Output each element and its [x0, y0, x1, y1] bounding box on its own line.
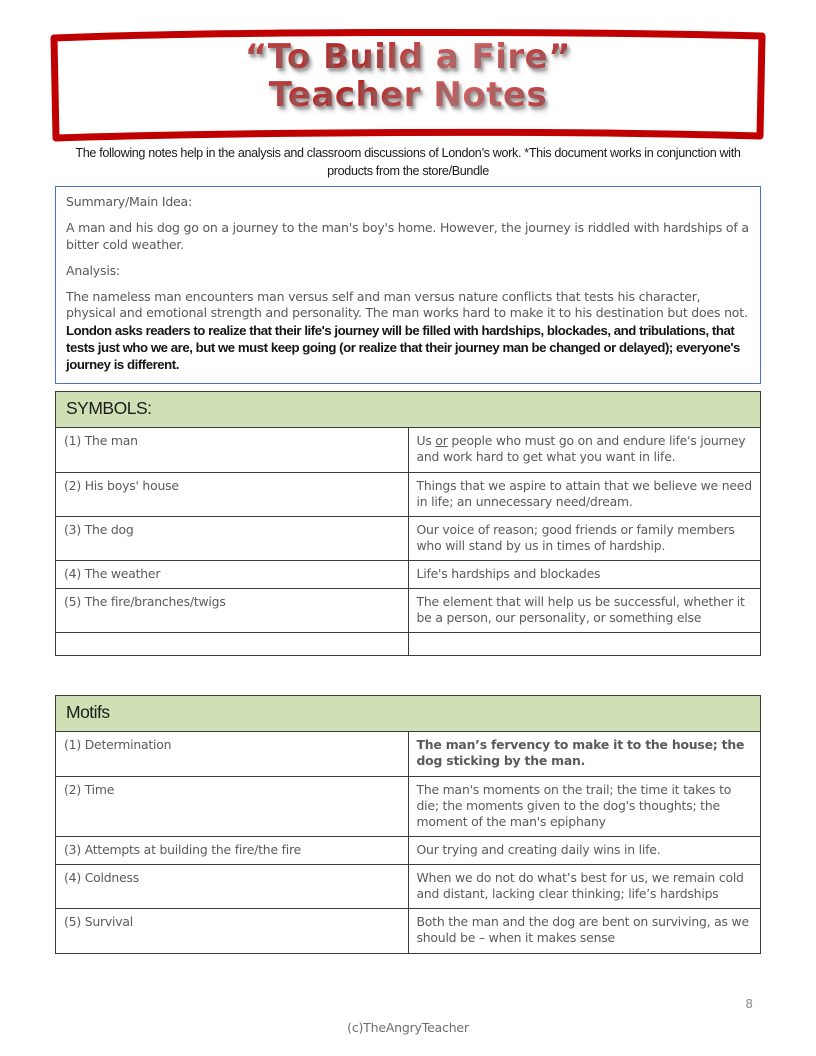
banner-title-line-1: “To Build a Fire” — [48, 40, 768, 75]
table-row — [56, 561, 761, 589]
table-row-empty — [56, 633, 761, 656]
symbols-header-cell — [56, 392, 761, 428]
analysis-label — [66, 263, 750, 279]
motif-term: (3) Attempts at building the fire/the fire — [56, 836, 409, 864]
motif-meaning: The man’s fervency to make it to the house; the dog sticking by the man. — [408, 732, 761, 776]
motifs-header-cell — [56, 696, 761, 732]
symbol-meaning: The element that will help us be successful, whether it be a person, our personality, or something else — [408, 589, 761, 633]
symbol-meaning-post: people who must go on and endure life's journey and work hard to get what you want in life. — [416, 433, 746, 465]
table-row — [56, 909, 761, 953]
analysis-text-bold: London asks readers to realize that their life's journey will be filled with hardships, blockades, and tribulations, that tests just who we are, but we must keep going (or realize that their journey man be changed or delayed); everyone's journey is different. — [66, 322, 740, 372]
summary-text: A man and his dog go on a journey to the man's boy's home. However, the journey is riddled with hardships of a bitter cold weather. — [66, 220, 749, 252]
table-row — [56, 428, 761, 472]
motif-term: (5) Survival — [56, 909, 409, 953]
symbol-meaning — [408, 428, 761, 472]
symbol-meaning: Our voice of reason; good friends or family members who will stand by us in times of hardship. — [408, 516, 761, 560]
symbol-term: (4) The weather — [56, 561, 409, 589]
motif-meaning: When we do not do what’s best for us, we remain cold and distant, lacking clear thinking; life’s hardships — [408, 865, 761, 909]
motif-meaning: Both the man and the dog are bent on surviving, as we should be – when it makes sense — [408, 909, 761, 953]
analysis-text — [66, 289, 750, 373]
symbols-table — [55, 391, 761, 656]
motifs-header-label: Motifs — [66, 702, 110, 722]
banner-title-line-2: Teacher Notes — [48, 78, 768, 113]
table-row — [56, 732, 761, 776]
symbol-meaning-underlined: or — [435, 433, 448, 449]
motif-term: (4) Coldness — [56, 865, 409, 909]
symbol-meaning — [408, 633, 761, 656]
footer-copyright: (c)TheAngryTeacher — [347, 1020, 469, 1035]
motif-term: (2) Time — [56, 776, 409, 836]
table-row — [56, 516, 761, 560]
motifs-table-header-row — [56, 696, 761, 732]
summary-box — [55, 186, 761, 384]
table-row — [56, 472, 761, 516]
summary-label — [66, 194, 750, 210]
symbols-header-label: SYMBOLS: — [66, 398, 152, 418]
analysis-text-regular: The nameless man encounters man versus self and man versus nature conflicts that tests his character, physical and emotional strength and personality. The man works hard to make it to his destination but does not. — [66, 289, 748, 321]
motif-term: (1) Determination — [56, 732, 409, 776]
symbol-term: (2) His boys' house — [56, 472, 409, 516]
table-row — [56, 776, 761, 836]
symbol-meaning: Things that we aspire to attain that we believe we need in life; an unnecessary need/dream. — [408, 472, 761, 516]
summary-label-text: Summary/Main Idea: — [66, 194, 193, 209]
motifs-table — [55, 695, 761, 954]
symbol-term: (5) The fire/branches/twigs — [56, 589, 409, 633]
analysis-label-text: Analysis: — [66, 262, 120, 278]
intro-paragraph: The following notes help in the analysis and classroom discussions of London’s work. *This document works in conjunction with products from the store/Bundle — [75, 146, 741, 178]
motif-meaning: The man's moments on the trail; the time it takes to die; the moments given to the dog's thoughts; the moment of the man's epiphany — [408, 776, 761, 836]
symbol-term: (1) The man — [56, 428, 409, 472]
symbol-term — [56, 633, 409, 656]
table-row — [56, 836, 761, 864]
motif-meaning: Our trying and creating daily wins in life. — [408, 836, 761, 864]
symbol-term: (3) The dog — [56, 516, 409, 560]
symbols-table-header-row — [56, 392, 761, 428]
symbol-meaning: Life's hardships and blockades — [408, 561, 761, 589]
title-banner — [48, 28, 768, 142]
table-row — [56, 865, 761, 909]
page-number: 8 — [745, 997, 753, 1011]
banner-border-frame — [48, 28, 768, 142]
table-row — [56, 589, 761, 633]
symbol-meaning-pre: Us — [416, 433, 436, 449]
